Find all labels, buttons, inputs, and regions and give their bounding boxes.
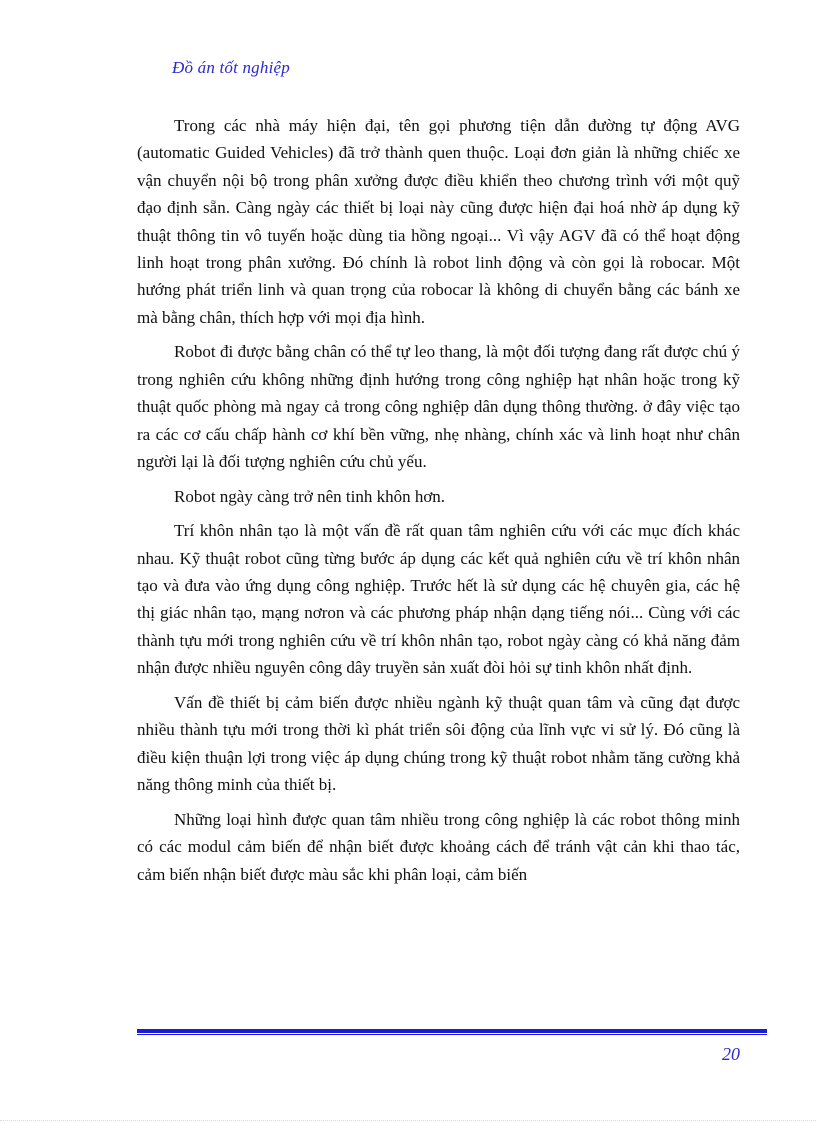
page-bottom-border	[0, 1120, 816, 1121]
footer-rule	[137, 1029, 767, 1035]
paragraph-smart-robots: Những loại hình được quan tâm nhiều trong công nghiệp là các robot thông minh có các modul cảm biến để nhận biết được khoảng cách để tránh vật cản khi thao tác, cảm biến nhận biết được màu sắc khi phân loại, cảm biến	[137, 809, 740, 884]
document-body	[137, 112, 740, 895]
paragraph-walking-robot: Robot đi được bằng chân có thể tự leo thang, là một đối tượng đang rất được chú ý trong nghiên cứu không những định hướng trong công nghiệp hạt nhân hoặc trong kỹ thuật quốc phòng mà ngay cả trong công nghiệp dân dụng thông thường. ở đây việc tạo ra các cơ cấu chấp hành cơ khí bền vững, nhẹ nhàng, chính xác và linh hoạt như chân người lại là đối tượng nghiên cứu chủ yếu.	[137, 342, 740, 472]
footer-rule-thin	[137, 1034, 767, 1035]
running-header: Đồ án tốt nghiệp	[172, 58, 290, 77]
paragraph-artificial-intelligence: Trí khôn nhân tạo là một vấn đề rất quan tâm nghiên cứu với các mục đích khác nhau. Kỹ thuật robot cũng từng bước áp dụng các kết quả nghiên cứu về trí khôn nhân tạo và đưa vào ứng dụng công nghiệp. Trước hết là sử dụng các hệ chuyên gia, các hệ thị giác nhân tạo, mạng nơron và các phương pháp nhận dạng tiếng nói... Cùng với các thành tựu mới trong nghiên cứu về trí khôn nhân tạo, robot ngày càng có khả năng đảm nhận được nhiều nguyên công dây truyền sản xuất đòi hỏi sự tinh khôn nhất định.	[137, 521, 740, 678]
paragraph-avg: Trong các nhà máy hiện đại, tên gọi phương tiện dẫn đường tự động AVG (automatic Guided Vehicles) đã trở thành quen thuộc. Loại đơn giản là những chiếc xe vận chuyển nội bộ trong phân xưởng được điều khiển theo chương trình với một quỹ đạo định sẵn. Càng ngày các thiết bị loại này cũng được hiện đại hoá nhờ áp dụng kỹ thuật thông tin vô tuyến hoặc dùng tia hồng ngoại... Vì vậy AGV đã có thể hoạt động linh hoạt trong phân xưởng. Đó chính là robot linh động và còn gọi là robocar. Một hướng phát triển linh và quan trọng của robocar là không di chuyển bằng các bánh xe mà bằng chân, thích hợp với mọi địa hình.	[137, 116, 740, 327]
paragraph-sensors: Vấn đề thiết bị cảm biến được nhiều ngành kỹ thuật quan tâm và cũng đạt được nhiều thành tựu mới trong thời kì phát triển sôi động của lĩnh vực vi sử lý. Đó cũng là điều kiện thuận lợi trong việc áp dụng chúng trong kỹ thuật robot nhằm tăng cường khả năng thông minh của thiết bị.	[137, 692, 740, 795]
page-number: 20	[722, 1044, 740, 1064]
paragraph-smarter-robot: Robot ngày càng trở nên tinh khôn hơn.	[174, 486, 446, 506]
footer-rule-thick	[137, 1029, 767, 1033]
